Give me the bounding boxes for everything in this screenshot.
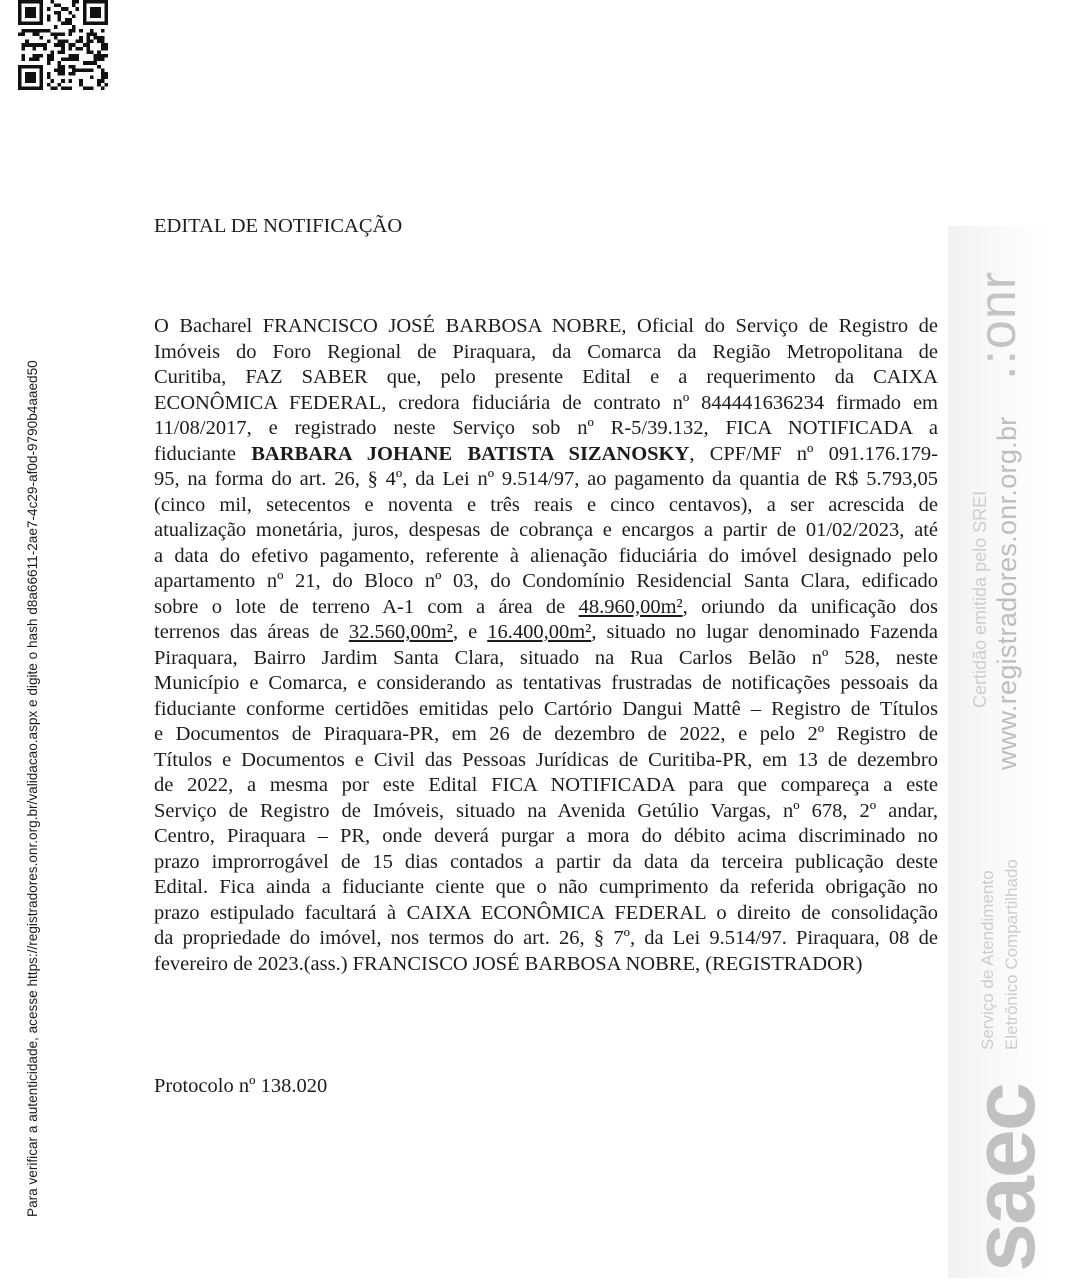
notification-body — [154, 314, 938, 977]
body-line: sobre o lote de terreno A-1 com a área de 48.960,00m², oriundo da unificação dos — [154, 595, 939, 618]
body-line: 95, na forma do art. 26, § 4º, da Lei nº 9.514/97, ao pagamento da quantia de R$ 5.793,05 — [154, 468, 938, 490]
saec-logo: saec — [954, 1084, 1053, 1272]
body-line: e Documentos de Piraquara-PR, em 26 de dezembro de 2022, e pelo 2º Registro de — [154, 723, 938, 745]
body-line: Edital. Fica ainda a fiduciante ciente que o não cumprimento da referida obrigação no — [154, 876, 938, 898]
body-line: Imóveis do Foro Regional de Piraquara, da Comarca da Região Metropolitana de — [154, 340, 938, 363]
body-line: fiduciante conforme certidões emitidas pelo Cartório Dangui Mattê – Registro de Títulos — [154, 697, 938, 720]
body-line: fevereiro de 2023.(ass.) FRANCISCO JOSÉ BARBOSA NOBRE, (REGISTRADOR) — [154, 952, 863, 975]
body-line: ECONÔMICA FEDERAL, credora fiduciária de contrato nº 844441636234 firmado em — [154, 391, 938, 414]
qr-code — [18, 0, 108, 90]
debtor-name: BARBARA JOHANE BATISTA SIZANOSKY — [251, 442, 690, 465]
body-line: terrenos das áreas de 32.560,00m², e 16.400,00m², situado no lugar denominado Fazenda — [154, 621, 938, 643]
body-line: fiduciante BARBARA JOHANE BATISTA SIZANOSKY, CPF/MF nº 091.176.179- — [154, 442, 938, 465]
body-line: 11/08/2017, e registrado neste Serviço sob nº R-5/39.132, FICA NOTIFICADA a — [154, 417, 938, 439]
body-line: da propriedade do imóvel, nos termos do art. 26, § 7º, da Lei 9.514/97. Piraquara, 08 de — [154, 927, 938, 949]
body-line: O Bacharel FRANCISCO JOSÉ BARBOSA NOBRE, Oficial do Serviço de Registro de — [154, 315, 938, 337]
body-line: Município e Comarca, e considerando as tentativas frustradas de notificações pessoais da — [154, 672, 938, 694]
body-line: Centro, Piraquara – PR, onde deverá purgar a mora do débito acima discriminado no — [154, 825, 938, 847]
watermark-website: www.registradores.onr.org.br — [992, 416, 1022, 770]
body-line: Piraquara, Bairro Jardim Santa Clara, situado na Rua Carlos Belão nº 528, neste — [154, 646, 938, 669]
area-2: 16.400,00m² — [487, 621, 592, 643]
watermark-certificate-label: Certidão emitida pelo SREI — [970, 490, 990, 708]
body-line: prazo estipulado facultará à CAIXA ECONÔMICA FEDERAL o direito de consolidação — [154, 901, 938, 924]
body-line: Serviço de Registro de Imóveis, situado na Avenida Getúlio Vargas, nº 678, 2º andar, — [154, 799, 938, 822]
body-line: a data do efetivo pagamento, referente à alienação fiduciária do imóvel designado pelo — [154, 544, 938, 567]
page-title: EDITAL DE NOTIFICAÇÃO — [154, 215, 403, 237]
area-1: 32.560,00m² — [348, 621, 453, 643]
body-line: Títulos e Documentos e Civil das Pessoas Jurídicas de Curitiba-PR, em 13 de dezembro — [154, 748, 938, 771]
watermark-service-line-1: Serviço de Atendimento — [978, 870, 997, 1050]
onr-logo: .:onr — [969, 270, 1027, 380]
body-line: Curitiba, FAZ SABER que, pelo presente Edital e a requerimento da CAIXA — [154, 366, 938, 388]
protocol-number: Protocolo nº 138.020 — [154, 1075, 328, 1097]
body-line: apartamento nº 21, do Bloco nº 03, do Condomínio Residencial Santa Clara, edificado — [154, 570, 938, 592]
lot-area: 48.960,00m² — [578, 595, 683, 618]
body-line: prazo improrrogável de 15 dias contados a partir da data da terceira publicação deste — [154, 850, 938, 873]
body-line: (cinco mil, setecentos e noventa e três reais e cinco centavos), a ser acrescida de — [154, 493, 938, 516]
watermark-service-line-2: Eletrônico Compartilhado — [1002, 859, 1021, 1050]
body-line: atualização monetária, juros, despesas de cobrança e encargos a partir de 01/02/2023, até — [154, 519, 938, 541]
verification-notice: Para verificar a autenticidade, acesse https://registradores.onr.org.br/validacao.aspx e digite o hash d8a66611-2ae7-4c29-af0d-9790b4aaed50 — [25, 360, 40, 1217]
body-line: de 2022, a mesma por este Edital FICA NOTIFICADA para que compareça a este — [154, 774, 938, 796]
